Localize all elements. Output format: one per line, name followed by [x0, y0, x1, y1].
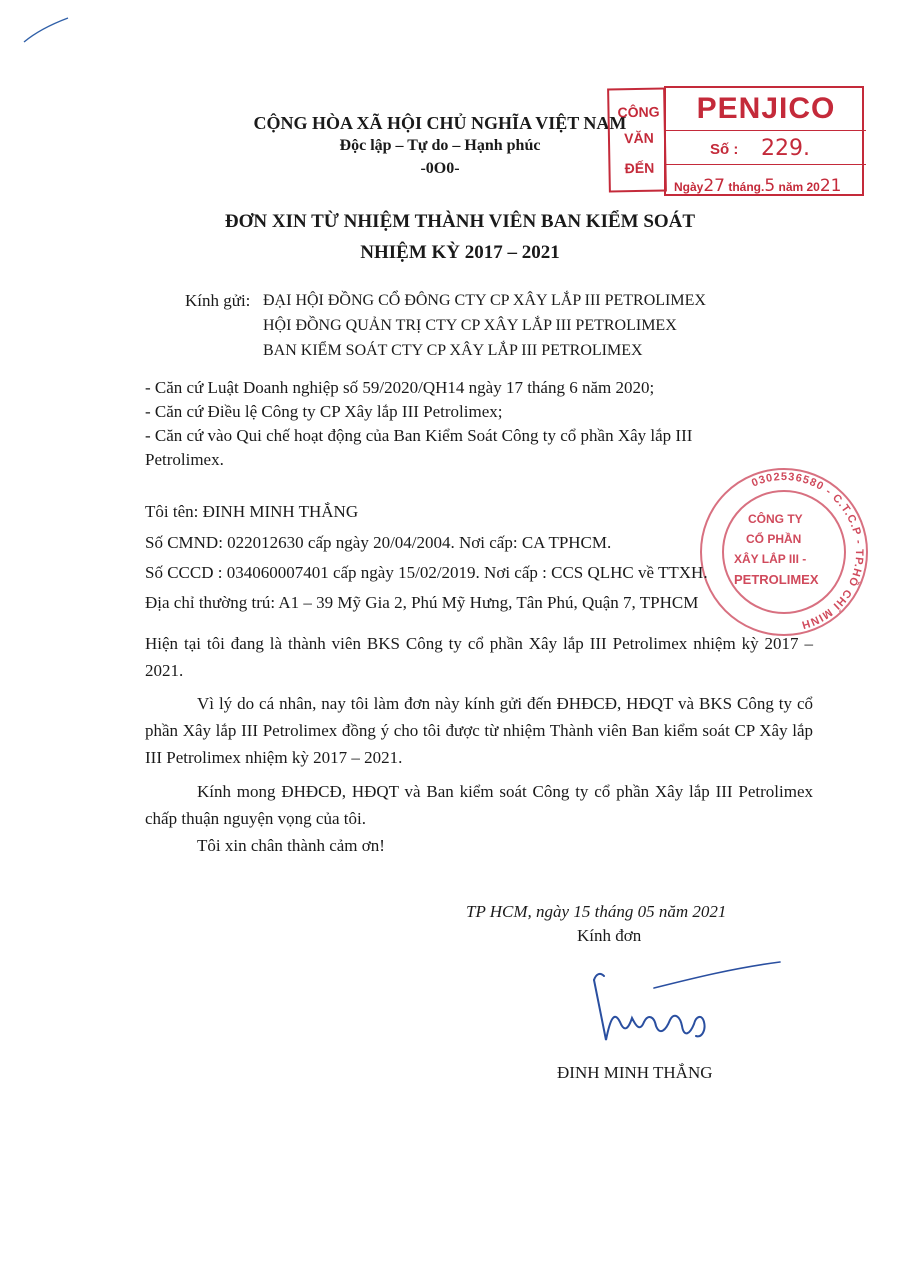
- recipient-item: HỘI ĐỒNG QUẢN TRỊ CTY CP XÂY LẮP III PETROLIMEX: [263, 317, 677, 334]
- respect-line: Kính đơn: [577, 926, 642, 945]
- signer-name: ĐINH MINH THẮNG: [557, 1063, 713, 1082]
- thanks-line: Tôi xin chân thành cảm ơn!: [197, 836, 385, 855]
- stamp-detail-box: [664, 86, 864, 196]
- stamp-date-day: 27: [703, 176, 725, 196]
- document-title-line2: NHIỆM KỲ 2017 – 2021: [360, 242, 560, 263]
- incoming-document-stamp: [608, 86, 864, 198]
- stamp-divider: [666, 130, 866, 131]
- stamp-date-prefix: Ngày: [674, 180, 704, 194]
- stamp-company-name: PENJICO: [696, 92, 836, 125]
- svg-text:0302536580 - C.T.C.P - TP.HỒ C: [750, 471, 865, 631]
- stamp-number-label: Số :: [710, 141, 739, 158]
- national-title: CỘNG HÒA XÃ HỘI CHỦ NGHĨA VIỆT NAM: [253, 113, 627, 133]
- stamp-label-box: [607, 88, 667, 193]
- stamp-date-month: 5: [764, 176, 776, 196]
- stamp-label-line1: CÔNG: [617, 103, 660, 121]
- seal-ring-label: 0302536580 - C.T.C.P - TP.HỒ CHÍ MINH: [749, 470, 866, 631]
- recipient-item: ĐẠI HỘI ĐỒNG CỔ ĐÔNG CTY CP XÂY LẮP III PETROLIMEX: [263, 292, 706, 309]
- recipient-item: BAN KIỂM SOÁT CTY CP XÂY LẮP III PETROLIMEX: [263, 342, 643, 359]
- recipients-label: Kính gửi:: [185, 291, 251, 310]
- legal-basis-item: - Căn cứ Luật Doanh nghiệp số 59/2020/QH14 ngày 17 tháng 6 năm 2020;: [145, 378, 655, 397]
- place-date: TP HCM, ngày 15 tháng 05 năm 2021: [466, 902, 727, 921]
- document-title-line1: ĐƠN XIN TỪ NHIỆM THÀNH VIÊN BAN KIỂM SOÁT: [224, 211, 696, 232]
- stamp-label-line3: ĐẾN: [624, 159, 655, 177]
- company-seal: [700, 468, 868, 636]
- stamp-date: [674, 176, 842, 196]
- seal-line1: CÔNG TY: [748, 512, 803, 526]
- legal-basis-item: Petrolimex.: [145, 450, 224, 469]
- reason-paragraph: Vì lý do cá nhân, nay tôi làm đơn này kính gửi đến ĐHĐCĐ, HĐQT và BKS Công ty cổ phần Xây lắp III Petrolimex đồng ý cho tôi được từ nhiệm Thành viên Ban kiểm soát CP Xây lắp III Petrolimex nhiệm kỳ 2017 – 2021.: [145, 694, 813, 767]
- personal-name: Tôi tên: ĐINH MINH THẮNG: [145, 502, 359, 521]
- pen-mark-decoration: [22, 16, 70, 44]
- stamp-date-year: 21: [819, 176, 842, 196]
- seal-line3: XÂY LẮP III -: [734, 552, 807, 566]
- legal-basis-item: - Căn cứ vào Qui chế hoạt động của Ban Kiểm Soát Công ty cổ phần Xây lắp III: [145, 426, 693, 445]
- personal-address: Địa chỉ thường trú: A1 – 39 Mỹ Gia 2, Phú Mỹ Hưng, Tân Phú, Quận 7, TPHCM: [145, 593, 699, 612]
- stamp-divider: [666, 164, 866, 165]
- personal-citizen-id: Số CCCD : 034060007401 cấp ngày 15/02/2019. Nơi cấp : CCS QLHC về TTXH.: [145, 563, 708, 582]
- personal-id-card: Số CMND: 022012630 cấp ngày 20/04/2004. Nơi cấp: CA TPHCM.: [145, 533, 612, 552]
- handwritten-signature: [584, 960, 784, 1056]
- request-paragraph: Kính mong ĐHĐCĐ, HĐQT và Ban kiểm soát Công ty cổ phần Xây lắp III Petrolimex chấp thuận nguyện vọng của tôi.: [145, 782, 813, 828]
- stamp-date-year-label: năm 20: [778, 180, 820, 194]
- stamp-date-month-label: tháng.: [728, 180, 765, 194]
- current-role-paragraph: Hiện tại tôi đang là thành viên BKS Công ty cổ phần Xây lắp III Petrolimex nhiệm kỳ 2017 – 2021.: [145, 634, 813, 680]
- seal-line2: CỔ PHẦN: [746, 532, 802, 546]
- legal-basis-item: - Căn cứ Điều lệ Công ty CP Xây lắp III Petrolimex;: [145, 402, 503, 421]
- header-separator: -0O0-: [420, 160, 460, 177]
- stamp-label-line2: VĂN: [624, 129, 654, 147]
- national-motto: Độc lập – Tự do – Hạnh phúc: [339, 137, 541, 154]
- seal-line4: PETROLIMEX: [734, 572, 819, 587]
- stamp-number-value: 229.: [761, 136, 810, 161]
